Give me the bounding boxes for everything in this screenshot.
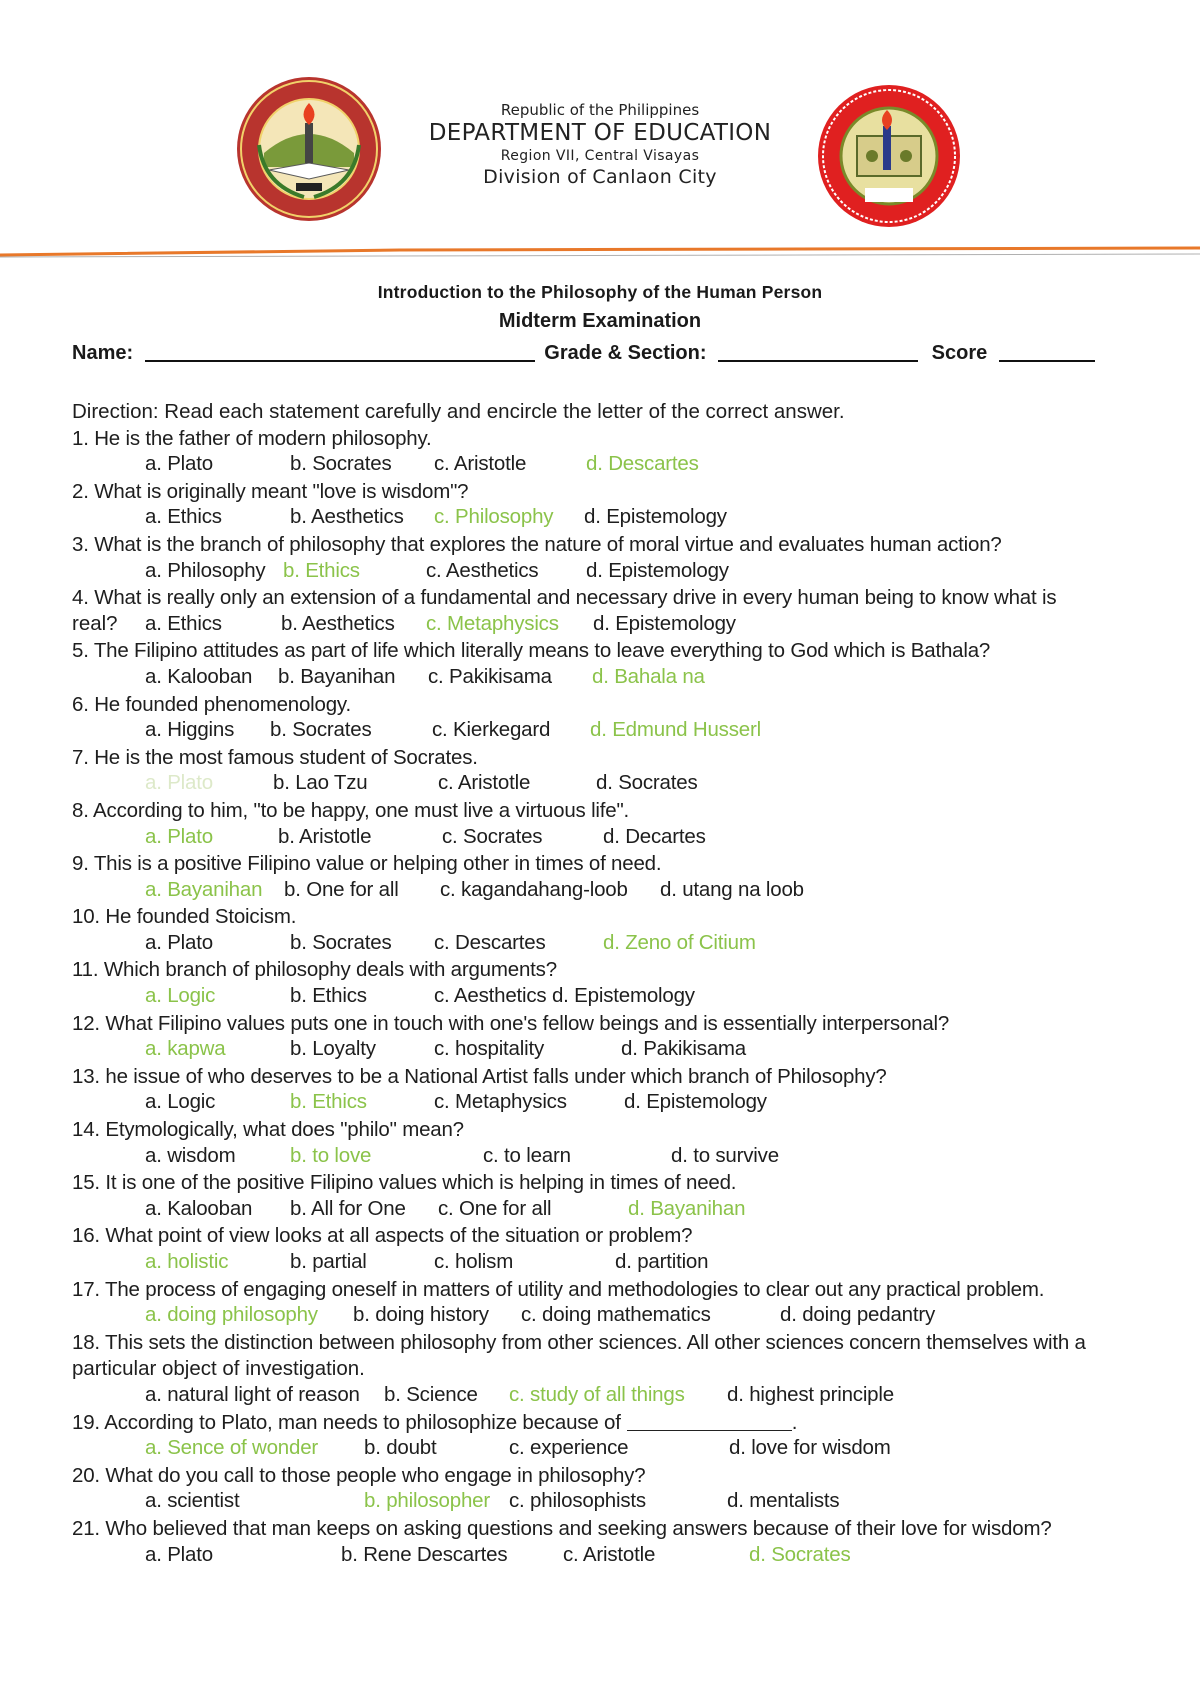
- option-5-b[interactable]: b. Bayanihan: [278, 664, 396, 688]
- student-info-row: [72, 340, 1152, 365]
- option-4-c[interactable]: c. Metaphysics: [426, 611, 559, 635]
- option-18-b[interactable]: b. Science: [384, 1382, 478, 1406]
- question-text: 3. What is the branch of philosophy that explores the nature of moral virtue and evaluates human action?: [72, 532, 1002, 556]
- option-14-c[interactable]: c. to learn: [483, 1143, 571, 1167]
- option-2-b[interactable]: b. Aesthetics: [290, 505, 404, 529]
- option-20-a[interactable]: a. scientist: [145, 1489, 240, 1513]
- question-text: 16. What point of view looks at all aspects of the situation or problem?: [72, 1224, 693, 1248]
- answer-blank: [627, 1412, 792, 1431]
- option-12-c[interactable]: c. hospitality: [434, 1037, 545, 1061]
- option-17-d[interactable]: d. doing pedantry: [780, 1303, 936, 1327]
- option-10-c[interactable]: c. Descartes: [434, 930, 546, 954]
- question-text: 14. Etymologically, what does "philo" mean?: [72, 1118, 464, 1142]
- option-15-a[interactable]: a. Kalooban: [145, 1196, 253, 1220]
- option-20-d[interactable]: d. mentalists: [727, 1489, 840, 1513]
- option-19-d[interactable]: d. love for wisdom: [729, 1436, 891, 1460]
- option-7-c[interactable]: c. Aristotle: [438, 771, 531, 795]
- option-12-d[interactable]: d. Pakikisama: [621, 1037, 747, 1061]
- option-9-a[interactable]: a. Bayanihan: [145, 877, 263, 901]
- options-8: [72, 825, 1152, 852]
- question-text: 17. The process of engaging oneself in matters of utility and methodologies to clear out any practical problem.: [72, 1277, 1045, 1301]
- question-15: [72, 1170, 1152, 1197]
- options-18: [72, 1383, 1152, 1410]
- option-18-a[interactable]: a. natural light of reason: [145, 1382, 360, 1406]
- option-21-c[interactable]: c. Aristotle: [563, 1542, 656, 1566]
- option-3-a[interactable]: a. Philosophy: [145, 558, 266, 582]
- option-11-a[interactable]: a. Logic: [145, 984, 216, 1008]
- question-text: 18. This sets the distinction between philosophy from other sciences. All other sciences concern themselves with a: [72, 1330, 1086, 1354]
- grade-section-field[interactable]: [718, 340, 918, 362]
- options-6: [72, 718, 1152, 745]
- question-text: 7. He is the most famous student of Socrates.: [72, 745, 478, 769]
- options-10: [72, 931, 1152, 958]
- question-text: 1. He is the father of modern philosophy.: [72, 426, 432, 450]
- options-3: [72, 559, 1152, 586]
- options-21: [72, 1543, 1152, 1570]
- exam-title: Midterm Examination: [498, 310, 702, 332]
- option-12-a[interactable]: a. kapwa: [145, 1037, 226, 1061]
- option-15-b[interactable]: b. All for One: [290, 1196, 406, 1220]
- school-seal-logo: [817, 84, 961, 228]
- name-field[interactable]: [145, 340, 535, 362]
- option-3-c[interactable]: c. Aesthetics: [426, 558, 539, 582]
- option-13-a[interactable]: a. Logic: [145, 1090, 216, 1114]
- option-5-d[interactable]: d. Bahala na: [592, 664, 705, 688]
- options-14: [72, 1144, 1152, 1171]
- option-6-d[interactable]: d. Edmund Husserl: [590, 718, 761, 742]
- question-12: [72, 1011, 1152, 1038]
- question-continuation: real?: [72, 611, 118, 635]
- option-1-a[interactable]: a. Plato: [145, 452, 213, 476]
- period: .: [791, 1410, 798, 1434]
- question-6: [72, 692, 1152, 719]
- question-text: 21. Who believed that man keeps on asking questions and seeking answers because of their love for wisdom?: [72, 1516, 1052, 1540]
- option-5-c[interactable]: c. Pakikisama: [428, 664, 552, 688]
- option-12-b[interactable]: b. Loyalty: [290, 1037, 376, 1061]
- option-19-c[interactable]: c. experience: [509, 1436, 629, 1460]
- question-7: [72, 745, 1152, 772]
- option-10-b[interactable]: b. Socrates: [290, 930, 392, 954]
- division-seal-logo: [234, 75, 384, 223]
- question-18-continuation: particular object of investigation.: [72, 1357, 365, 1381]
- option-4-b[interactable]: b. Aesthetics: [281, 611, 395, 635]
- option-8-d[interactable]: d. Decartes: [603, 824, 706, 848]
- option-17-b[interactable]: b. doing history: [353, 1303, 489, 1327]
- options-11: [72, 984, 1152, 1011]
- option-9-c[interactable]: c. kagandahang-loob: [440, 877, 628, 901]
- options-5: [72, 665, 1152, 692]
- option-8-a[interactable]: a. Plato: [145, 824, 213, 848]
- question-text: 13. he issue of who deserves to be a National Artist falls under which branch of Philosophy?: [72, 1064, 887, 1088]
- option-13-d[interactable]: d. Epistemology: [624, 1090, 767, 1114]
- header-divider: [0, 246, 1200, 260]
- option-6-a[interactable]: a. Higgins: [145, 718, 235, 742]
- question-21: [72, 1516, 1152, 1543]
- question-19: [72, 1410, 1152, 1437]
- options-2: [72, 505, 1152, 532]
- option-10-a[interactable]: a. Plato: [145, 930, 213, 954]
- options-16: [72, 1250, 1152, 1277]
- score-field[interactable]: [999, 340, 1095, 362]
- option-13-c[interactable]: c. Metaphysics: [434, 1090, 567, 1114]
- direction-text: Direction: Read each statement carefully and encircle the letter of the correct answer.: [72, 400, 845, 423]
- question-5: [72, 638, 1152, 665]
- option-14-b[interactable]: b. to love: [290, 1143, 372, 1167]
- option-11-c[interactable]: c. Aesthetics d. Epistemology: [434, 984, 695, 1008]
- question-text: 12. What Filipino values puts one in touch with one's fellow beings and is essentially interpersonal?: [72, 1011, 950, 1035]
- options-19: [72, 1436, 1152, 1463]
- option-16-c[interactable]: c. holism: [434, 1250, 514, 1273]
- option-14-d[interactable]: d. to survive: [671, 1143, 779, 1167]
- option-8-c[interactable]: c. Socrates: [442, 824, 543, 848]
- option-17-c[interactable]: c. doing mathematics: [521, 1303, 711, 1327]
- question-11: [72, 957, 1152, 984]
- question-text: 11. Which branch of philosophy deals with arguments?: [72, 958, 557, 982]
- option-7-b[interactable]: b. Lao Tzu: [273, 771, 368, 795]
- option-5-a[interactable]: a. Kalooban: [145, 664, 253, 688]
- score-label: Score: [931, 342, 988, 364]
- option-7-a[interactable]: a. Plato: [145, 771, 213, 795]
- options-4: [72, 612, 1152, 639]
- options-12: [72, 1037, 1152, 1064]
- option-2-d[interactable]: d. Epistemology: [584, 505, 727, 529]
- option-19-a[interactable]: a. Sence of wonder: [145, 1436, 319, 1460]
- region-line: Region VII, Central Visayas: [500, 148, 700, 164]
- exam-body: [72, 399, 1152, 1569]
- question-text: 20. What do you call to those people who engage in philosophy?: [72, 1463, 646, 1487]
- option-6-b[interactable]: b. Socrates: [270, 718, 372, 742]
- question-text: 5. The Filipino attitudes as part of life which literally means to leave everything to God which is Bathala?: [72, 639, 991, 663]
- option-20-b[interactable]: b. philosopher: [364, 1489, 490, 1513]
- option-6-c[interactable]: c. Kierkegard: [432, 718, 551, 742]
- option-17-a[interactable]: a. doing philosophy: [145, 1303, 318, 1327]
- question-text: 15. It is one of the positive Filipino values which is helping in times of need.: [72, 1171, 737, 1195]
- option-18-c[interactable]: c. study of all things: [509, 1382, 685, 1406]
- option-3-b[interactable]: b. Ethics: [283, 558, 360, 582]
- option-7-d[interactable]: d. Socrates: [596, 771, 698, 795]
- option-9-d[interactable]: d. utang na loob: [660, 877, 804, 901]
- question-text: 10. He founded Stoicism.: [72, 905, 297, 929]
- option-20-c[interactable]: c. philosophists: [509, 1489, 646, 1513]
- option-11-b[interactable]: b. Ethics: [290, 984, 367, 1008]
- option-19-b[interactable]: b. doubt: [364, 1436, 437, 1460]
- course-title: Introduction to the Philosophy of the Human Person: [377, 282, 823, 302]
- question-8: [72, 798, 1152, 825]
- option-16-b[interactable]: b. partial: [290, 1250, 367, 1273]
- question-14: [72, 1117, 1152, 1144]
- option-3-d[interactable]: d. Epistemology: [586, 558, 729, 582]
- options-15: [72, 1197, 1152, 1224]
- name-label: Name:: [72, 342, 134, 364]
- options-7: [72, 771, 1152, 798]
- option-21-b[interactable]: b. Rene Descartes: [341, 1542, 508, 1566]
- question-text: 8. According to him, "to be happy, one must live a virtuous life".: [72, 798, 630, 822]
- question-16: [72, 1223, 1152, 1250]
- option-1-d[interactable]: d. Descartes: [586, 452, 699, 476]
- option-13-b[interactable]: b. Ethics: [290, 1090, 367, 1114]
- option-2-c[interactable]: c. Philosophy: [434, 505, 554, 529]
- question-text: 6. He founded phenomenology.: [72, 692, 351, 716]
- option-16-d[interactable]: d. partition: [615, 1250, 709, 1273]
- grade-section-label: Grade & Section:: [544, 342, 707, 364]
- question-9: [72, 851, 1152, 878]
- question-1: [72, 426, 1152, 453]
- option-4-a[interactable]: a. Ethics: [145, 611, 222, 635]
- republic-line: Republic of the Philippines: [500, 101, 700, 119]
- question-4: [72, 585, 1152, 612]
- option-1-c[interactable]: c. Aristotle: [434, 452, 527, 476]
- division-line: Division of Canlaon City: [483, 166, 717, 188]
- question-text: 2. What is originally meant "love is wisdom"?: [72, 479, 469, 503]
- option-9-b[interactable]: b. One for all: [284, 877, 399, 901]
- options-13: [72, 1090, 1152, 1117]
- option-15-c[interactable]: c. One for all: [438, 1196, 552, 1220]
- question-3: [72, 532, 1152, 559]
- department-name: DEPARTMENT OF EDUCATION: [428, 120, 772, 146]
- option-21-a[interactable]: a. Plato: [145, 1542, 213, 1566]
- question-13: [72, 1064, 1152, 1091]
- option-21-d[interactable]: d. Socrates: [749, 1542, 851, 1566]
- options-1: [72, 452, 1152, 479]
- options-20: [72, 1489, 1152, 1516]
- question-text: 9. This is a positive Filipino value or helping other in times of need.: [72, 852, 662, 876]
- options-9: [72, 878, 1152, 905]
- option-14-a[interactable]: a. wisdom: [145, 1143, 236, 1167]
- question-2: [72, 479, 1152, 506]
- question-text: 19. According to Plato, man needs to philosophize because of: [72, 1410, 621, 1434]
- option-16-a[interactable]: a. holistic: [145, 1250, 229, 1273]
- option-1-b[interactable]: b. Socrates: [290, 452, 392, 476]
- option-15-d[interactable]: d. Bayanihan: [628, 1196, 746, 1220]
- question-18: [72, 1330, 1152, 1357]
- option-4-d[interactable]: d. Epistemology: [593, 611, 736, 635]
- option-18-d[interactable]: d. highest principle: [727, 1382, 894, 1406]
- option-2-a[interactable]: a. Ethics: [145, 505, 222, 529]
- option-8-b[interactable]: b. Aristotle: [278, 824, 372, 848]
- question-20: [72, 1463, 1152, 1490]
- options-17: [72, 1303, 1152, 1330]
- question-text: 4. What is really only an extension of a fundamental and necessary drive in every human being to know what is: [72, 586, 1057, 610]
- option-10-d[interactable]: d. Zeno of Citium: [603, 930, 756, 954]
- question-17: [72, 1277, 1152, 1304]
- question-10: [72, 904, 1152, 931]
